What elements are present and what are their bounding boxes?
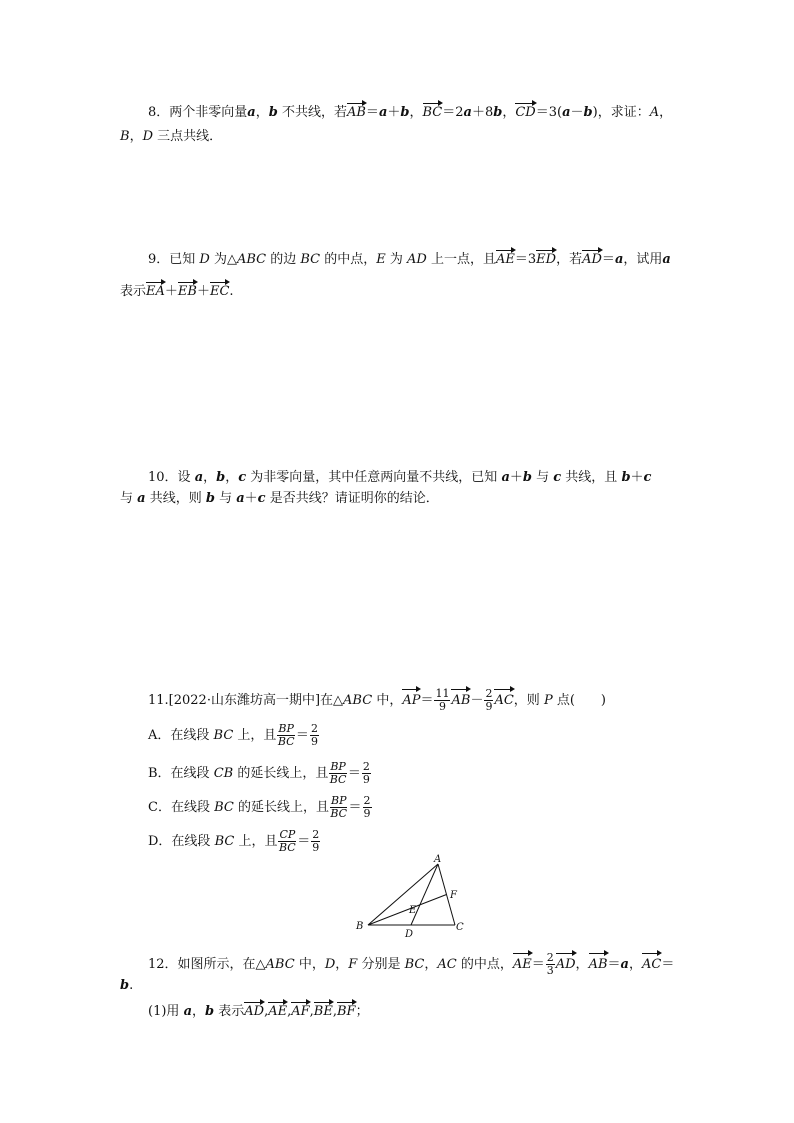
- q12-line1: 12．如图所示，在△ABC 中，D，F 分别是 BC，AC 的中点，AE＝ $\frac{2}{3}$ AD，AB＝a，AC＝: [148, 951, 675, 977]
- q11-option-b[interactable]: B．在线段 CB 的延长线上，且 $\frac{BP}{BC}$ ＝ $\frac{2}{9}$: [148, 760, 370, 786]
- label-C: C: [456, 922, 464, 933]
- vector-AB: AB: [589, 954, 608, 976]
- q11-option-a[interactable]: A．在线段 BC 上，且 $\frac{BP}{BC}$ ＝ $\frac{2}{9}$: [148, 722, 318, 748]
- vector-BF: BF: [336, 1004, 356, 1019]
- vector-AF: AF: [291, 1004, 310, 1019]
- q8-line2: B，D 三点共线．: [120, 129, 223, 144]
- q12-part1: (1)用 a，b 表示AD,AE,AF,BE,BF；: [148, 1004, 369, 1019]
- fraction: $\frac{2}{9}$: [363, 794, 371, 820]
- q10-line1: 10．设 a，b，c 为非零向量，其中任意两向量不共线，已知 a＋b 与 c 共线，且 b＋c: [148, 470, 652, 485]
- vector-AB: AB: [451, 690, 470, 712]
- q11-stem: 11.[2022·山东潍坊高一期中]在△ABC 中，AP＝ $\frac{11}{9}$ AB－ $\frac{2}{9}$ AC，则 P 点( ): [148, 687, 606, 713]
- label-A: A: [434, 854, 442, 865]
- fraction: $\frac{CP}{BC}$: [279, 828, 296, 854]
- segment-BF: [368, 895, 447, 926]
- label-B: B: [356, 921, 364, 932]
- fraction: $\frac{2}{9}$: [312, 828, 320, 854]
- vector-ED: ED: [536, 252, 557, 267]
- label-E: E: [409, 905, 417, 916]
- vector-AD: AD: [244, 1004, 265, 1019]
- vector-AP: AP: [402, 690, 420, 712]
- side-AB: [368, 864, 438, 925]
- q10-line2: 与 a 共线，则 b 与 a＋c 是否共线？请证明你的结论．: [120, 491, 439, 506]
- vector-AE: AE: [513, 954, 532, 976]
- fraction-2-9: $\frac{2}{9}$: [485, 687, 493, 713]
- vector-AD: AD: [582, 252, 602, 267]
- q9-line2: 表示EA＋EB＋EC.: [120, 284, 234, 299]
- vector-AB: AB: [346, 105, 366, 120]
- q12-line2: b.: [120, 978, 134, 993]
- q11-option-d[interactable]: D．在线段 BC 上，且 $\frac{CP}{BC}$ ＝ $\frac{2}{9}$: [148, 828, 320, 854]
- vector-EC: EC: [209, 284, 230, 299]
- label-F: F: [450, 890, 457, 901]
- vector-AE: AE: [496, 252, 515, 267]
- q9-line1: 9．已知 D 为△ABC 的边 BC 的中点，E 为 AD 上一点，且AE＝3ED，若AD＝a，试用a: [148, 252, 671, 267]
- fraction: $\frac{2}{9}$: [362, 760, 370, 786]
- label-D: D: [405, 929, 414, 940]
- vector-AC: AC: [642, 954, 661, 976]
- vector-EB: EB: [177, 284, 197, 299]
- vector-AD: AD: [556, 954, 576, 976]
- fraction: $\frac{2}{9}$: [310, 722, 318, 748]
- triangle-figure: [350, 852, 475, 942]
- vector-CD: CD: [515, 105, 536, 120]
- fraction: $\frac{BP}{BC}$: [277, 722, 295, 748]
- q11-option-c[interactable]: C．在线段 BC 的延长线上，且 $\frac{BP}{BC}$ ＝ $\frac{2}{9}$: [148, 794, 371, 820]
- vector-AC: AC: [494, 690, 513, 712]
- fraction-11-9: $\frac{11}{9}$: [435, 687, 450, 713]
- q8-line1: 8．两个非零向量a，b 不共线，若AB＝a＋b，BC＝2a＋8b，CD＝3(a－b)，求证：A，: [148, 105, 673, 120]
- fraction: $\frac{BP}{BC}$: [330, 794, 348, 820]
- fraction-2-3: $\frac{2}{3}$: [546, 951, 554, 977]
- fraction: $\frac{BP}{BC}$: [329, 760, 347, 786]
- vector-AE: AE: [268, 1004, 288, 1019]
- vector-BE: BE: [313, 1004, 333, 1019]
- vector-BC: BC: [422, 105, 443, 120]
- vector-EA: EA: [146, 284, 165, 299]
